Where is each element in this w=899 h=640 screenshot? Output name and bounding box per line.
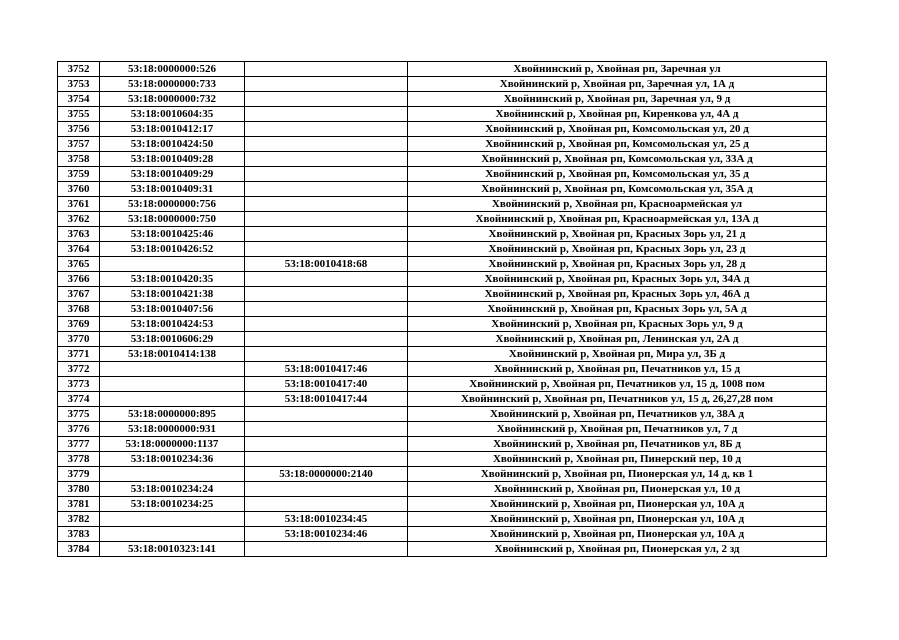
- cadastral-number-alt-cell: [245, 77, 408, 92]
- cadastral-number-cell: 53:18:0010409:31: [100, 182, 245, 197]
- cadastral-number-cell: 53:18:0010424:53: [100, 317, 245, 332]
- cadastral-number-cell: [100, 527, 245, 542]
- address-cell: Хвойнинский р, Хвойная рп, Пионерская ул, 10 д: [408, 482, 827, 497]
- address-cell: Хвойнинский р, Хвойная рп, Красных Зорь ул, 28 д: [408, 257, 827, 272]
- cadastral-number-alt-cell: 53:18:0010418:68: [245, 257, 408, 272]
- row-number-cell: 3752: [58, 62, 100, 77]
- table-body: [58, 62, 827, 557]
- table-row: [58, 107, 827, 122]
- row-number-cell: 3753: [58, 77, 100, 92]
- cadastral-number-cell: [100, 362, 245, 377]
- address-cell: Хвойнинский р, Хвойная рп, Печатников ул, 8Б д: [408, 437, 827, 452]
- address-cell: Хвойнинский р, Хвойная рп, Киренкова ул, 4А д: [408, 107, 827, 122]
- cadastral-number-cell: [100, 257, 245, 272]
- address-cell: Хвойнинский р, Хвойная рп, Комсомольская ул, 33А д: [408, 152, 827, 167]
- cadastral-number-alt-cell: [245, 152, 408, 167]
- cadastral-number-alt-cell: [245, 452, 408, 467]
- cadastral-number-cell: 53:18:0010606:29: [100, 332, 245, 347]
- row-number-cell: 3761: [58, 197, 100, 212]
- cadastral-number-alt-cell: [245, 272, 408, 287]
- row-number-cell: 3755: [58, 107, 100, 122]
- address-cell: Хвойнинский р, Хвойная рп, Комсомольская ул, 20 д: [408, 122, 827, 137]
- cadastral-table: [57, 61, 827, 557]
- table-row: [58, 482, 827, 497]
- table-row: [58, 92, 827, 107]
- cadastral-number-alt-cell: [245, 167, 408, 182]
- cadastral-number-cell: [100, 512, 245, 527]
- table-row: [58, 152, 827, 167]
- row-number-cell: 3759: [58, 167, 100, 182]
- cadastral-number-alt-cell: 53:18:0010417:46: [245, 362, 408, 377]
- row-number-cell: 3772: [58, 362, 100, 377]
- row-number-cell: 3778: [58, 452, 100, 467]
- row-number-cell: 3764: [58, 242, 100, 257]
- table-row: [58, 137, 827, 152]
- cadastral-number-alt-cell: [245, 332, 408, 347]
- cadastral-number-cell: 53:18:0010234:36: [100, 452, 245, 467]
- table-row: [58, 542, 827, 557]
- cadastral-number-alt-cell: [245, 92, 408, 107]
- table-row: [58, 437, 827, 452]
- address-cell: Хвойнинский р, Хвойная рп, Печатников ул, 15 д, 26,27,28 пом: [408, 392, 827, 407]
- row-number-cell: 3754: [58, 92, 100, 107]
- row-number-cell: 3783: [58, 527, 100, 542]
- cadastral-number-alt-cell: 53:18:0010417:40: [245, 377, 408, 392]
- table-row: [58, 332, 827, 347]
- address-cell: Хвойнинский р, Хвойная рп, Пионерская ул, 10А д: [408, 512, 827, 527]
- table-row: [58, 197, 827, 212]
- cadastral-number-alt-cell: [245, 482, 408, 497]
- row-number-cell: 3784: [58, 542, 100, 557]
- address-cell: Хвойнинский р, Хвойная рп, Пионерская ул, 2 зд: [408, 542, 827, 557]
- table-row: [58, 467, 827, 482]
- cadastral-number-alt-cell: [245, 347, 408, 362]
- address-cell: Хвойнинский р, Хвойная рп, Комсомольская ул, 35 д: [408, 167, 827, 182]
- row-number-cell: 3760: [58, 182, 100, 197]
- address-cell: Хвойнинский р, Хвойная рп, Заречная ул, 1А д: [408, 77, 827, 92]
- cadastral-number-alt-cell: [245, 422, 408, 437]
- table-row: [58, 287, 827, 302]
- row-number-cell: 3780: [58, 482, 100, 497]
- cadastral-number-cell: 53:18:0010421:38: [100, 287, 245, 302]
- cadastral-number-cell: 53:18:0000000:750: [100, 212, 245, 227]
- table-row: [58, 512, 827, 527]
- cadastral-number-cell: 53:18:0010409:29: [100, 167, 245, 182]
- cadastral-number-alt-cell: [245, 122, 408, 137]
- cadastral-number-cell: 53:18:0010234:25: [100, 497, 245, 512]
- table-row: [58, 242, 827, 257]
- address-cell: Хвойнинский р, Хвойная рп, Мира ул, 3Б д: [408, 347, 827, 362]
- address-cell: Хвойнинский р, Хвойная рп, Красноармейская ул, 13А д: [408, 212, 827, 227]
- row-number-cell: 3774: [58, 392, 100, 407]
- address-cell: Хвойнинский р, Хвойная рп, Печатников ул, 15 д, 1008 пом: [408, 377, 827, 392]
- address-cell: Хвойнинский р, Хвойная рп, Печатников ул, 38А д: [408, 407, 827, 422]
- row-number-cell: 3771: [58, 347, 100, 362]
- cadastral-number-cell: 53:18:0010414:138: [100, 347, 245, 362]
- table-row: [58, 362, 827, 377]
- table-row: [58, 407, 827, 422]
- cadastral-number-cell: 53:18:0010604:35: [100, 107, 245, 122]
- row-number-cell: 3775: [58, 407, 100, 422]
- cadastral-number-cell: 53:18:0000000:526: [100, 62, 245, 77]
- cadastral-number-cell: [100, 377, 245, 392]
- cadastral-number-cell: 53:18:0000000:756: [100, 197, 245, 212]
- row-number-cell: 3769: [58, 317, 100, 332]
- row-number-cell: 3756: [58, 122, 100, 137]
- cadastral-number-alt-cell: 53:18:0010234:46: [245, 527, 408, 542]
- row-number-cell: 3763: [58, 227, 100, 242]
- address-cell: Хвойнинский р, Хвойная рп, Пионерская ул, 10А д: [408, 497, 827, 512]
- table-row: [58, 422, 827, 437]
- address-cell: Хвойнинский р, Хвойная рп, Печатников ул, 15 д: [408, 362, 827, 377]
- row-number-cell: 3758: [58, 152, 100, 167]
- table-row: [58, 122, 827, 137]
- cadastral-number-cell: 53:18:0000000:1137: [100, 437, 245, 452]
- address-cell: Хвойнинский р, Хвойная рп, Красных Зорь ул, 21 д: [408, 227, 827, 242]
- cadastral-number-alt-cell: 53:18:0010234:45: [245, 512, 408, 527]
- table-row: [58, 347, 827, 362]
- table-row: [58, 302, 827, 317]
- cadastral-number-alt-cell: [245, 542, 408, 557]
- address-cell: Хвойнинский р, Хвойная рп, Комсомольская ул, 35А д: [408, 182, 827, 197]
- cadastral-number-cell: 53:18:0000000:895: [100, 407, 245, 422]
- cadastral-number-cell: 53:18:0000000:733: [100, 77, 245, 92]
- cadastral-number-alt-cell: [245, 227, 408, 242]
- address-cell: Хвойнинский р, Хвойная рп, Пинерский пер, 10 д: [408, 452, 827, 467]
- cadastral-number-cell: 53:18:0010323:141: [100, 542, 245, 557]
- table-row: [58, 272, 827, 287]
- cadastral-number-alt-cell: [245, 107, 408, 122]
- address-cell: Хвойнинский р, Хвойная рп, Красных Зорь ул, 46А д: [408, 287, 827, 302]
- cadastral-number-cell: 53:18:0010407:56: [100, 302, 245, 317]
- address-cell: Хвойнинский р, Хвойная рп, Красных Зорь ул, 9 д: [408, 317, 827, 332]
- table-row: [58, 182, 827, 197]
- address-cell: Хвойнинский р, Хвойная рп, Заречная ул: [408, 62, 827, 77]
- cadastral-number-alt-cell: [245, 497, 408, 512]
- row-number-cell: 3777: [58, 437, 100, 452]
- row-number-cell: 3768: [58, 302, 100, 317]
- cadastral-number-cell: 53:18:0010420:35: [100, 272, 245, 287]
- cadastral-number-alt-cell: 53:18:0010417:44: [245, 392, 408, 407]
- address-cell: Хвойнинский р, Хвойная рп, Пионерская ул, 10А д: [408, 527, 827, 542]
- cadastral-number-alt-cell: [245, 407, 408, 422]
- row-number-cell: 3765: [58, 257, 100, 272]
- row-number-cell: 3770: [58, 332, 100, 347]
- address-cell: Хвойнинский р, Хвойная рп, Заречная ул, 9 д: [408, 92, 827, 107]
- table-row: [58, 317, 827, 332]
- cadastral-number-cell: [100, 467, 245, 482]
- table-row: [58, 257, 827, 272]
- address-cell: Хвойнинский р, Хвойная рп, Комсомольская ул, 25 д: [408, 137, 827, 152]
- cadastral-number-cell: [100, 392, 245, 407]
- cadastral-number-cell: 53:18:0010424:50: [100, 137, 245, 152]
- row-number-cell: 3782: [58, 512, 100, 527]
- row-number-cell: 3779: [58, 467, 100, 482]
- table-row: [58, 452, 827, 467]
- row-number-cell: 3762: [58, 212, 100, 227]
- table-row: [58, 167, 827, 182]
- cadastral-number-cell: 53:18:0010409:28: [100, 152, 245, 167]
- cadastral-number-alt-cell: [245, 137, 408, 152]
- address-cell: Хвойнинский р, Хвойная рп, Красных Зорь ул, 34А д: [408, 272, 827, 287]
- cadastral-number-alt-cell: [245, 212, 408, 227]
- address-cell: Хвойнинский р, Хвойная рп, Пионерская ул, 14 д, кв 1: [408, 467, 827, 482]
- address-cell: Хвойнинский р, Хвойная рп, Ленинская ул, 2А д: [408, 332, 827, 347]
- table-row: [58, 497, 827, 512]
- table-row: [58, 227, 827, 242]
- cadastral-number-cell: 53:18:0010426:52: [100, 242, 245, 257]
- cadastral-number-alt-cell: [245, 242, 408, 257]
- cadastral-number-alt-cell: [245, 182, 408, 197]
- table-row: [58, 377, 827, 392]
- cadastral-number-alt-cell: [245, 437, 408, 452]
- cadastral-number-cell: 53:18:0010412:17: [100, 122, 245, 137]
- cadastral-number-cell: 53:18:0010425:46: [100, 227, 245, 242]
- cadastral-number-alt-cell: [245, 62, 408, 77]
- cadastral-number-alt-cell: [245, 197, 408, 212]
- cadastral-number-cell: 53:18:0010234:24: [100, 482, 245, 497]
- cadastral-number-alt-cell: [245, 317, 408, 332]
- table-row: [58, 392, 827, 407]
- cadastral-number-cell: 53:18:0000000:931: [100, 422, 245, 437]
- cadastral-number-alt-cell: [245, 287, 408, 302]
- table-row: [58, 77, 827, 92]
- address-cell: Хвойнинский р, Хвойная рп, Красноармейская ул: [408, 197, 827, 212]
- table-row: [58, 62, 827, 77]
- row-number-cell: 3781: [58, 497, 100, 512]
- row-number-cell: 3773: [58, 377, 100, 392]
- row-number-cell: 3776: [58, 422, 100, 437]
- address-cell: Хвойнинский р, Хвойная рп, Печатников ул, 7 д: [408, 422, 827, 437]
- cadastral-number-alt-cell: 53:18:0000000:2140: [245, 467, 408, 482]
- table-row: [58, 212, 827, 227]
- address-cell: Хвойнинский р, Хвойная рп, Красных Зорь ул, 5А д: [408, 302, 827, 317]
- row-number-cell: 3767: [58, 287, 100, 302]
- cadastral-number-alt-cell: [245, 302, 408, 317]
- row-number-cell: 3766: [58, 272, 100, 287]
- row-number-cell: 3757: [58, 137, 100, 152]
- cadastral-number-cell: 53:18:0000000:732: [100, 92, 245, 107]
- table-row: [58, 527, 827, 542]
- address-cell: Хвойнинский р, Хвойная рп, Красных Зорь ул, 23 д: [408, 242, 827, 257]
